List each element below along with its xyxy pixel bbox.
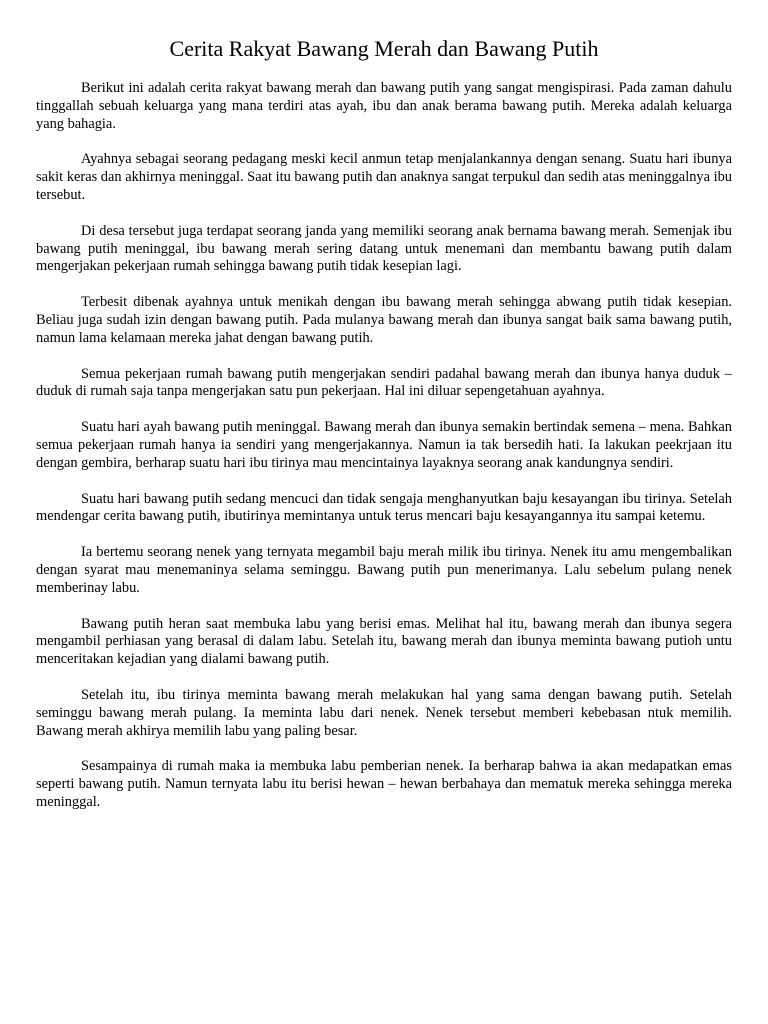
paragraph: Bawang putih heran saat membuka labu yang berisi emas. Melihat hal itu, bawang merah dan ibunya segera mengambil perhiasan yang berasal di dalam labu. Setelah itu, bawang merah dan ibunya meminta bawang putioh untu menceritakan kejadian yang dialami bawang putih. [36, 615, 732, 668]
paragraph: Terbesit dibenak ayahnya untuk menikah dengan ibu bawang merah sehingga abwang putih tidak kesepian. Beliau juga sudah izin dengan bawang putih. Pada mulanya bawang merah dan ibunya sangat baik sama bawang putih, namun lama kelamaan mereka jahat dengan bawang putih. [36, 294, 732, 346]
paragraph: Ia bertemu seorang nenek yang ternyata megambil baju merah milik ibu tirinya. Nenek itu amu mengembalikan dengan syarat mau menemaninya selama seminggu. Bawang putih pun menerimanya. Lalu sebelum pulang nenek memberinay labu. [36, 544, 732, 596]
paragraph: Setelah itu, ibu tirinya meminta bawang merah melakukan hal yang sama dengan bawang putih. Setelah seminggu bawang merah pulang. Ia meminta labu dari nenek. Nenek tersebut memberi kebebasan ntuk memilih. Bawang merah akhirya memilih labu yang paling besar. [36, 686, 732, 739]
paragraph: Suatu hari ayah bawang putih meninggal. Bawang merah dan ibunya semakin bertindak semena – mena. Bahkan semua pekerjaan rumah hanya ia sendiri yang mengerjakannya. Namun ia tak bersedih hati. Ia lakukan peekrjaan itu dengan gembira, berharap suatu hari ibu tirinya mau mencintainya layaknya seorang anak kandungnya sendiri. [36, 419, 732, 471]
paragraph: Di desa tersebut juga terdapat seorang janda yang memiliki seorang anak bernama bawang merah. Semenjak ibu bawang putih meninggal, ibu bawang merah sering datang untuk menemani dan membantu bawang putih dalam mengerjakan pekerjaan rumah sehingga bawang putih tidak kesepian lagi. [36, 222, 732, 275]
paragraph: Berikut ini adalah cerita rakyat bawang merah dan bawang putih yang sangat mengispirasi. Pada zaman dahulu tinggallah sebuah keluarga yang mana terdiri atas ayah, ibu dan anak berama bawang putih. Mereka adalah keluarga yang bahagia. [36, 80, 732, 132]
paragraph: Semua pekerjaan rumah bawang putih mengerjakan sendiri padahal bawang merah dan ibunya hanya duduk – duduk di rumah saja tanpa mengerjakan satu pun pekerjaan. Hal ini diluar sepengetahuan ayahnya. [36, 365, 732, 400]
document-title: Cerita Rakyat Bawang Merah dan Bawang Putih [169, 36, 599, 61]
paragraph: Sesampainya di rumah maka ia membuka labu pemberian nenek. Ia berharap bahwa ia akan medapatkan emas seperti bawang putih. Namun ternyata labu itu berisi hewan – hewan berbahaya dan mematuk mereka sehingga mereka meninggal. [36, 758, 732, 810]
paragraph: Ayahnya sebagai seorang pedagang meski kecil anmun tetap menjalankannya dengan senang. Suatu hari ibunya sakit keras dan akhirnya meninggal. Saat itu bawang putih dan anaknya sangat terpukul dan sedih atas meninggalnya ibu tersebut. [36, 151, 732, 203]
document-body [36, 80, 732, 830]
paragraph: Suatu hari bawang putih sedang mencuci dan tidak sengaja menghanyutkan baju kesayangan ibu tirinya. Setelah mendengar cerita bawang putih, ibutirinya memintanya untuk terus mencari baju kesayangannya itu sampai ketemu. [36, 490, 732, 525]
